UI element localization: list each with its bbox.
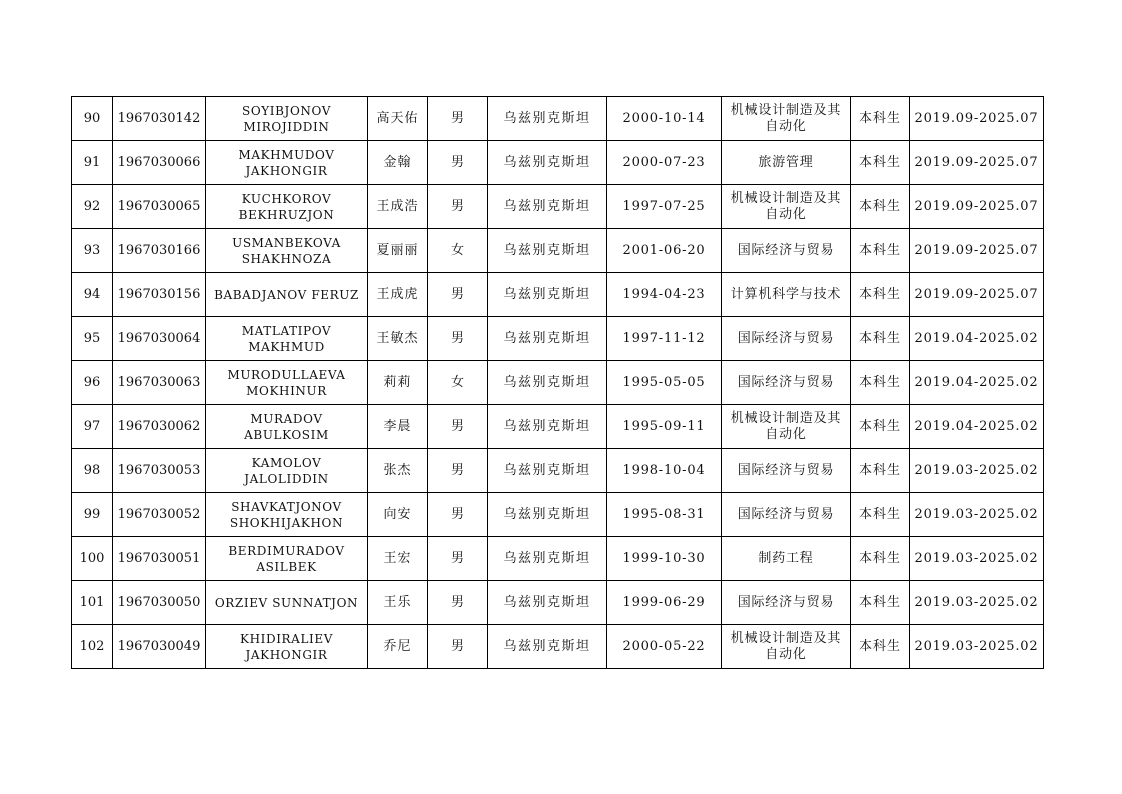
major-cell: 旅游管理 — [722, 141, 851, 185]
table-row — [72, 625, 1044, 669]
degree-level-cell: 本科生 — [851, 625, 910, 669]
major-cell: 机械设计制造及其自动化 — [722, 405, 851, 449]
country-cell: 乌兹别克斯坦 — [488, 97, 607, 141]
chinese-name-cell: 王敏杰 — [368, 317, 428, 361]
study-period-cell: 2019.03-2025.02 — [910, 449, 1044, 493]
birth-date-cell: 1995-08-31 — [607, 493, 722, 537]
table-row — [72, 581, 1044, 625]
table-row — [72, 229, 1044, 273]
chinese-name-cell: 李晨 — [368, 405, 428, 449]
gender-cell: 男 — [428, 317, 488, 361]
gender-cell: 女 — [428, 361, 488, 405]
country-cell: 乌兹别克斯坦 — [488, 537, 607, 581]
chinese-name-cell: 张杰 — [368, 449, 428, 493]
major-cell: 国际经济与贸易 — [722, 361, 851, 405]
major-cell: 机械设计制造及其自动化 — [722, 185, 851, 229]
student-name-cell: BABADJANOV FERUZ — [206, 273, 368, 317]
table-row — [72, 493, 1044, 537]
student-name-cell: KUCHKOROV BEKHRUZJON — [206, 185, 368, 229]
student-id-cell: 1967030062 — [113, 405, 206, 449]
chinese-name-cell: 莉莉 — [368, 361, 428, 405]
table-row — [72, 449, 1044, 493]
major-cell: 国际经济与贸易 — [722, 449, 851, 493]
student-id-cell: 1967030156 — [113, 273, 206, 317]
table-row — [72, 405, 1044, 449]
birth-date-cell: 1998-10-04 — [607, 449, 722, 493]
row-index-cell: 92 — [72, 185, 113, 229]
student-name-cell: USMANBEKOVA SHAKHNOZA — [206, 229, 368, 273]
major-cell: 国际经济与贸易 — [722, 229, 851, 273]
table-row — [72, 141, 1044, 185]
row-index-cell: 93 — [72, 229, 113, 273]
birth-date-cell: 1999-06-29 — [607, 581, 722, 625]
chinese-name-cell: 向安 — [368, 493, 428, 537]
table-row — [72, 97, 1044, 141]
student-id-cell: 1967030049 — [113, 625, 206, 669]
major-cell: 国际经济与贸易 — [722, 317, 851, 361]
student-id-cell: 1967030065 — [113, 185, 206, 229]
student-name-cell: KAMOLOV JALOLIDDIN — [206, 449, 368, 493]
student-id-cell: 1967030142 — [113, 97, 206, 141]
degree-level-cell: 本科生 — [851, 361, 910, 405]
birth-date-cell: 1995-05-05 — [607, 361, 722, 405]
student-name-cell: KHIDIRALIEV JAKHONGIR — [206, 625, 368, 669]
country-cell: 乌兹别克斯坦 — [488, 361, 607, 405]
country-cell: 乌兹别克斯坦 — [488, 141, 607, 185]
student-id-cell: 1967030051 — [113, 537, 206, 581]
row-index-cell: 98 — [72, 449, 113, 493]
study-period-cell: 2019.09-2025.07 — [910, 97, 1044, 141]
major-cell: 机械设计制造及其自动化 — [722, 97, 851, 141]
gender-cell: 男 — [428, 141, 488, 185]
gender-cell: 男 — [428, 273, 488, 317]
degree-level-cell: 本科生 — [851, 141, 910, 185]
student-id-cell: 1967030064 — [113, 317, 206, 361]
birth-date-cell: 2000-07-23 — [607, 141, 722, 185]
gender-cell: 男 — [428, 493, 488, 537]
student-roster-table — [71, 96, 1044, 669]
country-cell: 乌兹别克斯坦 — [488, 625, 607, 669]
gender-cell: 男 — [428, 581, 488, 625]
birth-date-cell: 1999-10-30 — [607, 537, 722, 581]
birth-date-cell: 1995-09-11 — [607, 405, 722, 449]
student-name-cell: BERDIMURADOV ASILBEK — [206, 537, 368, 581]
student-id-cell: 1967030063 — [113, 361, 206, 405]
row-index-cell: 97 — [72, 405, 113, 449]
degree-level-cell: 本科生 — [851, 493, 910, 537]
study-period-cell: 2019.03-2025.02 — [910, 537, 1044, 581]
degree-level-cell: 本科生 — [851, 229, 910, 273]
row-index-cell: 91 — [72, 141, 113, 185]
gender-cell: 男 — [428, 97, 488, 141]
study-period-cell: 2019.09-2025.07 — [910, 273, 1044, 317]
degree-level-cell: 本科生 — [851, 185, 910, 229]
chinese-name-cell: 王成虎 — [368, 273, 428, 317]
row-index-cell: 95 — [72, 317, 113, 361]
chinese-name-cell: 金翰 — [368, 141, 428, 185]
gender-cell: 男 — [428, 625, 488, 669]
study-period-cell: 2019.04-2025.02 — [910, 405, 1044, 449]
degree-level-cell: 本科生 — [851, 537, 910, 581]
degree-level-cell: 本科生 — [851, 273, 910, 317]
student-id-cell: 1967030052 — [113, 493, 206, 537]
gender-cell: 男 — [428, 185, 488, 229]
country-cell: 乌兹别克斯坦 — [488, 229, 607, 273]
gender-cell: 男 — [428, 405, 488, 449]
student-name-cell: SOYIBJONOV MIROJIDDIN — [206, 97, 368, 141]
study-period-cell: 2019.03-2025.02 — [910, 581, 1044, 625]
row-index-cell: 99 — [72, 493, 113, 537]
chinese-name-cell: 高天佑 — [368, 97, 428, 141]
country-cell: 乌兹别克斯坦 — [488, 581, 607, 625]
country-cell: 乌兹别克斯坦 — [488, 185, 607, 229]
row-index-cell: 102 — [72, 625, 113, 669]
birth-date-cell: 2001-06-20 — [607, 229, 722, 273]
row-index-cell: 96 — [72, 361, 113, 405]
row-index-cell: 100 — [72, 537, 113, 581]
study-period-cell: 2019.09-2025.07 — [910, 185, 1044, 229]
major-cell: 机械设计制造及其自动化 — [722, 625, 851, 669]
student-name-cell: MATLATIPOV MAKHMUD — [206, 317, 368, 361]
major-cell: 制药工程 — [722, 537, 851, 581]
country-cell: 乌兹别克斯坦 — [488, 317, 607, 361]
gender-cell: 女 — [428, 229, 488, 273]
country-cell: 乌兹别克斯坦 — [488, 449, 607, 493]
table-row — [72, 361, 1044, 405]
degree-level-cell: 本科生 — [851, 405, 910, 449]
row-index-cell: 90 — [72, 97, 113, 141]
row-index-cell: 94 — [72, 273, 113, 317]
degree-level-cell: 本科生 — [851, 317, 910, 361]
country-cell: 乌兹别克斯坦 — [488, 493, 607, 537]
table-row — [72, 537, 1044, 581]
student-name-cell: ORZIEV SUNNATJON — [206, 581, 368, 625]
student-name-cell: SHAVKATJONOV SHOKHIJAKHON — [206, 493, 368, 537]
birth-date-cell: 1994-04-23 — [607, 273, 722, 317]
study-period-cell: 2019.04-2025.02 — [910, 317, 1044, 361]
birth-date-cell: 1997-07-25 — [607, 185, 722, 229]
student-name-cell: MAKHMUDOV JAKHONGIR — [206, 141, 368, 185]
degree-level-cell: 本科生 — [851, 97, 910, 141]
chinese-name-cell: 夏丽丽 — [368, 229, 428, 273]
student-name-cell: MURADOV ABULKOSIM — [206, 405, 368, 449]
student-id-cell: 1967030050 — [113, 581, 206, 625]
study-period-cell: 2019.09-2025.07 — [910, 141, 1044, 185]
student-id-cell: 1967030066 — [113, 141, 206, 185]
major-cell: 国际经济与贸易 — [722, 581, 851, 625]
major-cell: 国际经济与贸易 — [722, 493, 851, 537]
gender-cell: 男 — [428, 449, 488, 493]
study-period-cell: 2019.03-2025.02 — [910, 625, 1044, 669]
birth-date-cell: 1997-11-12 — [607, 317, 722, 361]
degree-level-cell: 本科生 — [851, 449, 910, 493]
major-cell: 计算机科学与技术 — [722, 273, 851, 317]
student-id-cell: 1967030053 — [113, 449, 206, 493]
study-period-cell: 2019.04-2025.02 — [910, 361, 1044, 405]
chinese-name-cell: 王宏 — [368, 537, 428, 581]
roster-body — [72, 97, 1044, 669]
country-cell: 乌兹别克斯坦 — [488, 405, 607, 449]
birth-date-cell: 2000-10-14 — [607, 97, 722, 141]
chinese-name-cell: 乔尼 — [368, 625, 428, 669]
study-period-cell: 2019.09-2025.07 — [910, 229, 1044, 273]
student-id-cell: 1967030166 — [113, 229, 206, 273]
table-row — [72, 185, 1044, 229]
student-name-cell: MURODULLAEVA MOKHINUR — [206, 361, 368, 405]
chinese-name-cell: 王乐 — [368, 581, 428, 625]
birth-date-cell: 2000-05-22 — [607, 625, 722, 669]
study-period-cell: 2019.03-2025.02 — [910, 493, 1044, 537]
table-row — [72, 317, 1044, 361]
country-cell: 乌兹别克斯坦 — [488, 273, 607, 317]
table-row — [72, 273, 1044, 317]
row-index-cell: 101 — [72, 581, 113, 625]
gender-cell: 男 — [428, 537, 488, 581]
chinese-name-cell: 王成浩 — [368, 185, 428, 229]
degree-level-cell: 本科生 — [851, 581, 910, 625]
